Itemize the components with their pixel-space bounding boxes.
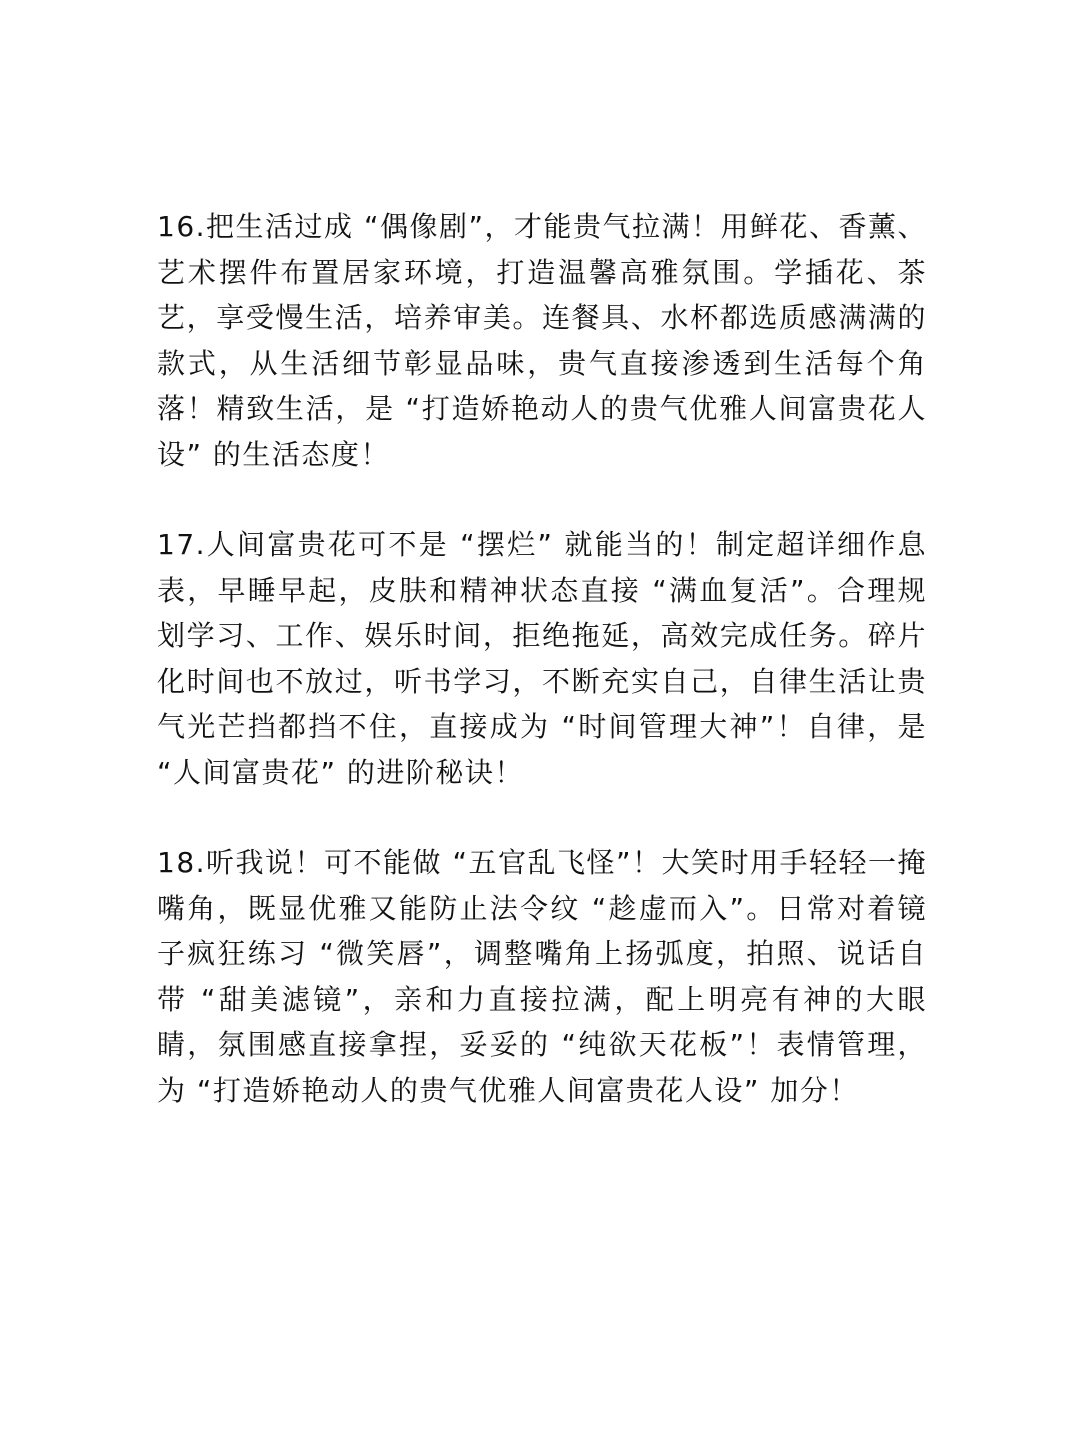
paragraph-17: 17.人间富贵花可不是 “摆烂” 就能当的！制定超详细作息表，早睡早起，皮肤和精神状态直接 “满血复活”。合理规划学习、工作、娱乐时间，拒绝拖延，高效完成任务。碎片化时间也不放过，听书学习，不断充实自己，自律生活让贵气光芒挡都挡不住，直接成为 “时间管理大神”！自律，是 “人间富贵花” 的进阶秘诀！ [157,528,938,789]
paragraph-18: 18.听我说！可不能做 “五官乱飞怪”！大笑时用手轻轻一掩嘴角，既显优雅又能防止法令纹 “趁虚而入”。日常对着镜子疯狂练习 “微笑唇”，调整嘴角上扬弧度，拍照、说话自带 “甜美滤镜”，亲和力直接拉满，配上明亮有神的大眼睛，氛围感直接拿捏，妥妥的 “纯欲天花板”！表情管理，为 “打造娇艳动人的贵气优雅人间富贵花人设” 加分！ [157,846,927,1107]
article-body [157,204,938,1113]
paragraph-16: 16.把生活过成 “偶像剧”，才能贵气拉满！用鲜花、香薰、艺术摆件布置居家环境，打造温馨高雅氛围。学插花、茶艺，享受慢生活，培养审美。连餐具、水杯都选质感满满的款式，从生活细节彰显品味，贵气直接渗透到生活每个角落！精致生活，是 “打造娇艳动人的贵气优雅人间富贵花人设” 的生活态度！ [157,210,927,471]
